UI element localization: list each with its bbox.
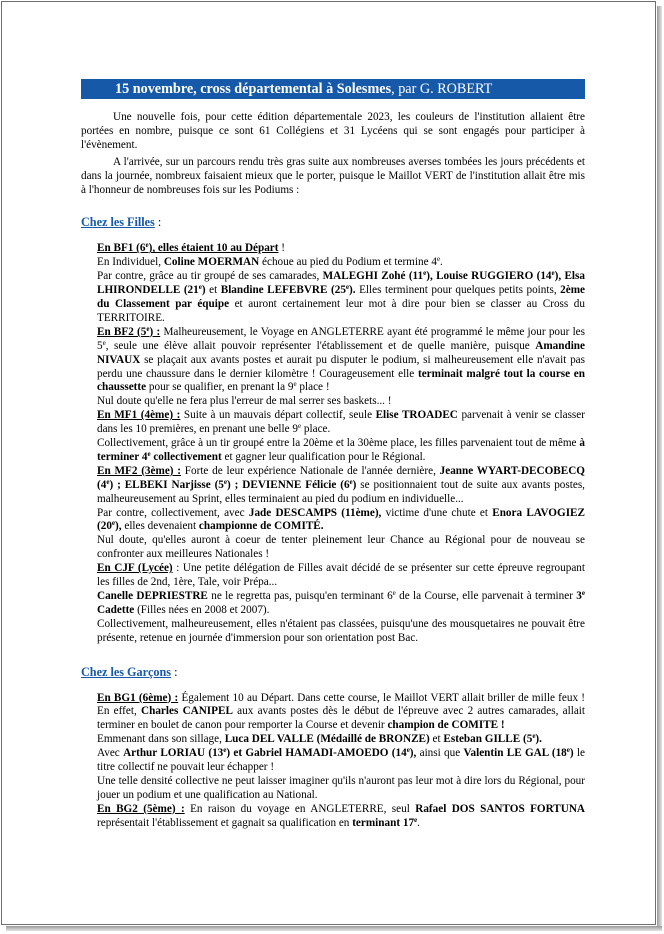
article [81,79,585,831]
bg1-note: Une telle densité collective ne peut laisser imaginer qu'ils n'auront pas leur mot à dire lors du Régional, pour jouer un podium et une qualification au National. [97,774,585,801]
boys-heading-text: Chez les Garçons [81,664,172,679]
girls-heading-colon: : [154,215,162,230]
bg1-podium: Emmenant dans son sillage, Luca DEL VALLE (Médaillé de BRONZE) et Esteban GILLE (5e). [97,732,542,746]
title-main: 15 novembre, cross départemental à Solesmes [115,81,392,97]
page-shadow-right [657,6,662,930]
block-bf1 [81,242,585,645]
cjf-paragraph: En CJF (Lycée) : Une petite délégation de Filles avait décidé de se présenter sur cette épreuve regroupant les filles de 2nd, 1ère, Tale, voir Prépa... [97,562,586,589]
title-author: , par G. ROBERT [391,81,493,97]
page-shadow-bottom [6,926,662,931]
article-title [81,79,585,99]
cjf-team: Collectivement, malheureusement, elles n'étaient pas classées, puisqu'une des mousquetaires ne pouvait être présente, retenue en journée d'immersion pour son orientation post Bac. [97,617,585,644]
block-boys [81,692,585,831]
mf2-team: Par contre, collectivement, avec Jade DESCAMPS (11ème), victime d'une chute et Enora LAVOGIEZ (20e), elles devenaient championne de COMITÉ. [97,506,585,533]
bf2-paragraph: En BF2 (5e) : Malheureusement, le Voyage en ANGLETERRE ayant été programmé le même jour pour les 5e, seule une élève allait pouvoir représenter l'établissement et de quelle manière, puisque Amandine NIVAUX se plaçait aux avants postes et aurait pu disputer le podium, si malheureusement elle n'avait pas perdu une chaussure dans le dernier kilomètre ! Courageusement elle terminait malgré tout la course en chaussette pour se qualifier, en prenant la 9e place ! [97,324,585,394]
boys-heading-colon: : [171,664,178,679]
mf1-paragraph: En MF1 (4ème) : Suite à un mauvais départ collectif, seule Elise TROADEC parvenait à venir se classer dans les 10 premières, en prenant une belle 9e place. [97,409,585,436]
mf2-paragraph: En MF2 (3ème) : Forte de leur expérience Nationale de l'année dernière, Jeanne WYART-DECOBECQ (4e) ; ELBEKI Narjisse (5e) ; DEVIENNE Félicie (6e) se positionnaient tout de suite aux avants postes, malheureusement au Sprint, elles terminaient au pied du podium en individuelle... [97,464,585,505]
intro-paragraph-2: A l'arrivée, sur un parcours rendu très gras suite aux nombreuses averses tombées les jours précédents et dans la journée, nombreux faisaient mieux que le porter, puisque le Maillot VERT de l'institution allait être mis à l'honneur de nombreuses fois sur les Podiums : [81,155,585,196]
girls-heading-text: Chez les Filles [81,215,155,230]
bf1-individual: En Individuel, Coline MOERMAN échoue au pied du Podium et termine 4e. [97,255,443,269]
cjf-result: Canelle DEPRIESTRE ne le regretta pas, puisqu'en terminant 6e de la Course, elle parvenait à terminer 3e Cadette (Filles nées en 2008 et 2007). [97,589,585,616]
bg1-paragraph: En BG1 (6ème) : Également 10 au Départ. Dans cette course, le Maillot VERT allait briller de mille feux ! En effet, Charles CANIPEL aux avants postes dès le début de l'épreuve avec 2 autres camarades, allait terminer en boulet de canon pour remporter la Course et devenir champion de COMITE ! [97,691,586,732]
section-heading-boys [81,666,585,680]
bf1-team: Par contre, grâce au tir groupé de ses camarades, MALEGHI Zohé (11e), Louise RUGGIERO (14e), Elsa LHIRONDELLE (21e) et Blandine LEFEBVRE (25e). Elles terminent pour quelques petits points, 2ème du Classement par équipe et auront certainement leur mot à dire pour bien se classer au Cross du TERRITOIRE. [97,269,586,324]
mf1-team: Collectivement, grâce à un tir groupé entre la 20ème et la 30ème place, les filles parvenaient tout de même à terminer 4e collectivement et gagner leur qualification pour le Régional. [97,437,585,463]
bf2-note: Nul doute qu'elle ne fera plus l'erreur de mal serrer ses baskets... ! [97,395,392,408]
bg2-paragraph: En BG2 (5ème) : En raison du voyage en ANGLETERRE, seul Rafael DOS SANTOS FORTUNA représentait l'établissement et gagnait sa qualification en terminant 17e. [97,802,585,829]
bg1-team: Avec Arthur LORIAU (13e) et Gabriel HAMADI-AMOEDO (14e), ainsi que Valentin LE GAL (18e) le titre collectif ne pouvait leur échapper ! [97,746,585,774]
bf1-heading: En BF1 (6e), elles étaient 10 au Départ ! [97,241,286,255]
intro-paragraph-1: Une nouvelle fois, pour cette édition départementale 2023, les couleurs de l'institution allaient être portées en nombre, puisque ce sont 61 Collégiens et 31 Lycéens qui se sont engagés pour participer à l'évènement. [81,111,585,151]
mf2-note: Nul doute, qu'elles auront à coeur de tenter pleinement leur Chance au Régional pour de nouveau se confronter aux meilleures Nationales ! [97,534,585,561]
section-heading-girls [81,216,585,230]
